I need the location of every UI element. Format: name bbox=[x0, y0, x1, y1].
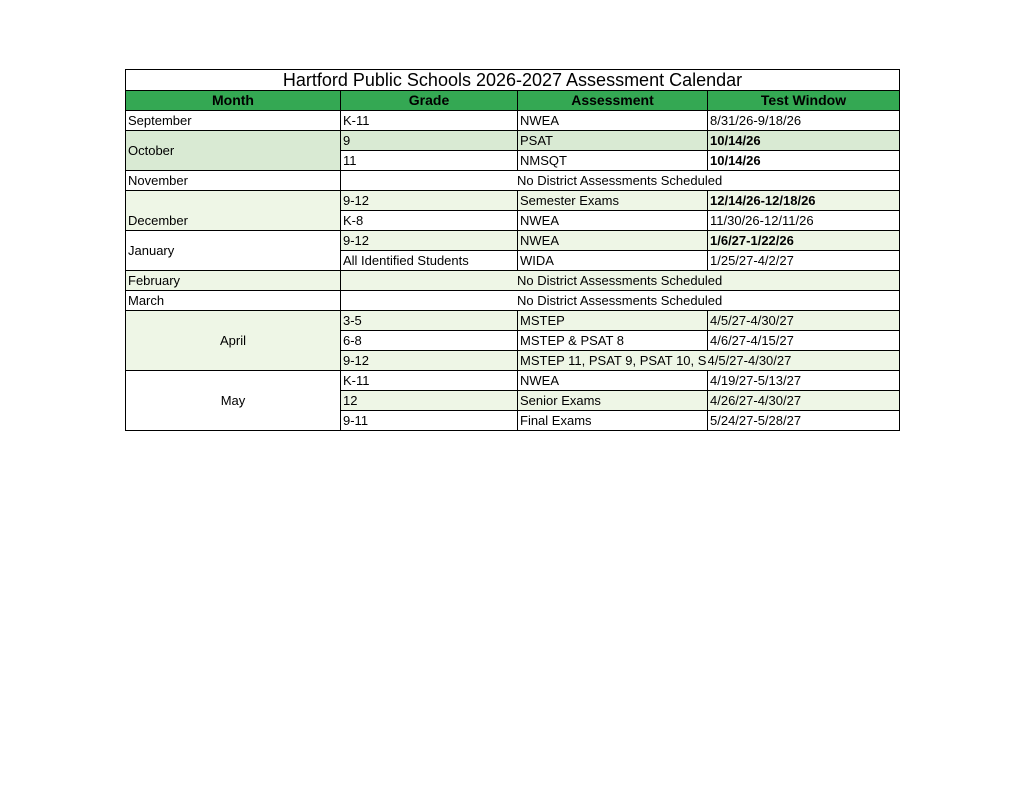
test-window-cell: 4/5/27-4/30/27 bbox=[708, 311, 900, 331]
table-row bbox=[126, 191, 900, 211]
assessment-cell: MSTEP & PSAT 8 bbox=[518, 331, 708, 351]
grade-cell: 6-8 bbox=[341, 331, 518, 351]
grade-cell: 9-12 bbox=[341, 191, 518, 211]
month-cell-september: September bbox=[126, 111, 341, 131]
grade-cell: 9-12 bbox=[341, 351, 518, 371]
assessment-cell: NWEA bbox=[518, 111, 708, 131]
grade-cell: 9-11 bbox=[341, 411, 518, 431]
test-window-cell: 4/19/27-5/13/27 bbox=[708, 371, 900, 391]
assessment-cell: PSAT bbox=[518, 131, 708, 151]
test-window-cell: 4/6/27-4/15/27 bbox=[708, 331, 900, 351]
column-header-assessment: Assessment bbox=[518, 91, 708, 111]
grade-cell: All Identified Students bbox=[341, 251, 518, 271]
table-row bbox=[126, 291, 900, 311]
assessment-cell: NMSQT bbox=[518, 151, 708, 171]
assessment-cell: NWEA bbox=[518, 371, 708, 391]
grade-cell: 9 bbox=[341, 131, 518, 151]
assessment-cell: Final Exams bbox=[518, 411, 708, 431]
test-window-cell: 4/26/27-4/30/27 bbox=[708, 391, 900, 411]
table-row bbox=[126, 371, 900, 391]
assessment-cell: NWEA bbox=[518, 231, 708, 251]
table-row bbox=[126, 271, 900, 291]
no-assessments-cell bbox=[341, 171, 900, 191]
title-row bbox=[126, 70, 900, 91]
month-cell-october: October bbox=[126, 131, 341, 171]
assessment-cell: NWEA bbox=[518, 211, 708, 231]
no-assessments-text: No District Assessments Scheduled bbox=[517, 173, 723, 188]
no-assessments-text: No District Assessments Scheduled bbox=[517, 293, 723, 308]
assessment-calendar-table bbox=[125, 69, 900, 431]
grade-cell: K-11 bbox=[341, 371, 518, 391]
month-cell-december: December bbox=[126, 191, 341, 231]
header-row bbox=[126, 91, 900, 111]
test-window-cell: 10/14/26 bbox=[708, 131, 900, 151]
grade-cell: K-8 bbox=[341, 211, 518, 231]
calendar-title: Hartford Public Schools 2026-2027 Assessment Calendar bbox=[126, 70, 900, 91]
test-window-cell: 10/14/26 bbox=[708, 151, 900, 171]
month-cell-february: February bbox=[126, 271, 341, 291]
no-assessments-text: No District Assessments Scheduled bbox=[517, 273, 723, 288]
month-cell-march: March bbox=[126, 291, 341, 311]
assessment-cell: MSTEP bbox=[518, 311, 708, 331]
table-row bbox=[126, 231, 900, 251]
table-row bbox=[126, 171, 900, 191]
column-header-month: Month bbox=[126, 91, 341, 111]
column-header-grade: Grade bbox=[341, 91, 518, 111]
table-row bbox=[126, 111, 900, 131]
assessment-cell: MSTEP 11, PSAT 9, PSAT 10, S bbox=[518, 351, 708, 371]
month-cell-november: November bbox=[126, 171, 341, 191]
test-window-cell: 8/31/26-9/18/26 bbox=[708, 111, 900, 131]
test-window-cell: 4/5/27-4/30/27 bbox=[708, 351, 900, 371]
table-row bbox=[126, 131, 900, 151]
assessment-cell: Senior Exams bbox=[518, 391, 708, 411]
assessment-cell: Semester Exams bbox=[518, 191, 708, 211]
test-window-cell: 1/6/27-1/22/26 bbox=[708, 231, 900, 251]
no-assessments-cell bbox=[341, 291, 900, 311]
grade-cell: K-11 bbox=[341, 111, 518, 131]
test-window-cell: 5/24/27-5/28/27 bbox=[708, 411, 900, 431]
grade-cell: 3-5 bbox=[341, 311, 518, 331]
month-cell-january: January bbox=[126, 231, 341, 271]
grade-cell: 9-12 bbox=[341, 231, 518, 251]
column-header-test-window: Test Window bbox=[708, 91, 900, 111]
assessment-cell: WIDA bbox=[518, 251, 708, 271]
test-window-cell: 1/25/27-4/2/27 bbox=[708, 251, 900, 271]
test-window-cell: 11/30/26-12/11/26 bbox=[708, 211, 900, 231]
test-window-cell: 12/14/26-12/18/26 bbox=[708, 191, 900, 211]
month-cell-april: April bbox=[126, 311, 341, 371]
grade-cell: 11 bbox=[341, 151, 518, 171]
grade-cell: 12 bbox=[341, 391, 518, 411]
no-assessments-cell bbox=[341, 271, 900, 291]
table-row bbox=[126, 311, 900, 331]
month-cell-may: May bbox=[126, 371, 341, 431]
